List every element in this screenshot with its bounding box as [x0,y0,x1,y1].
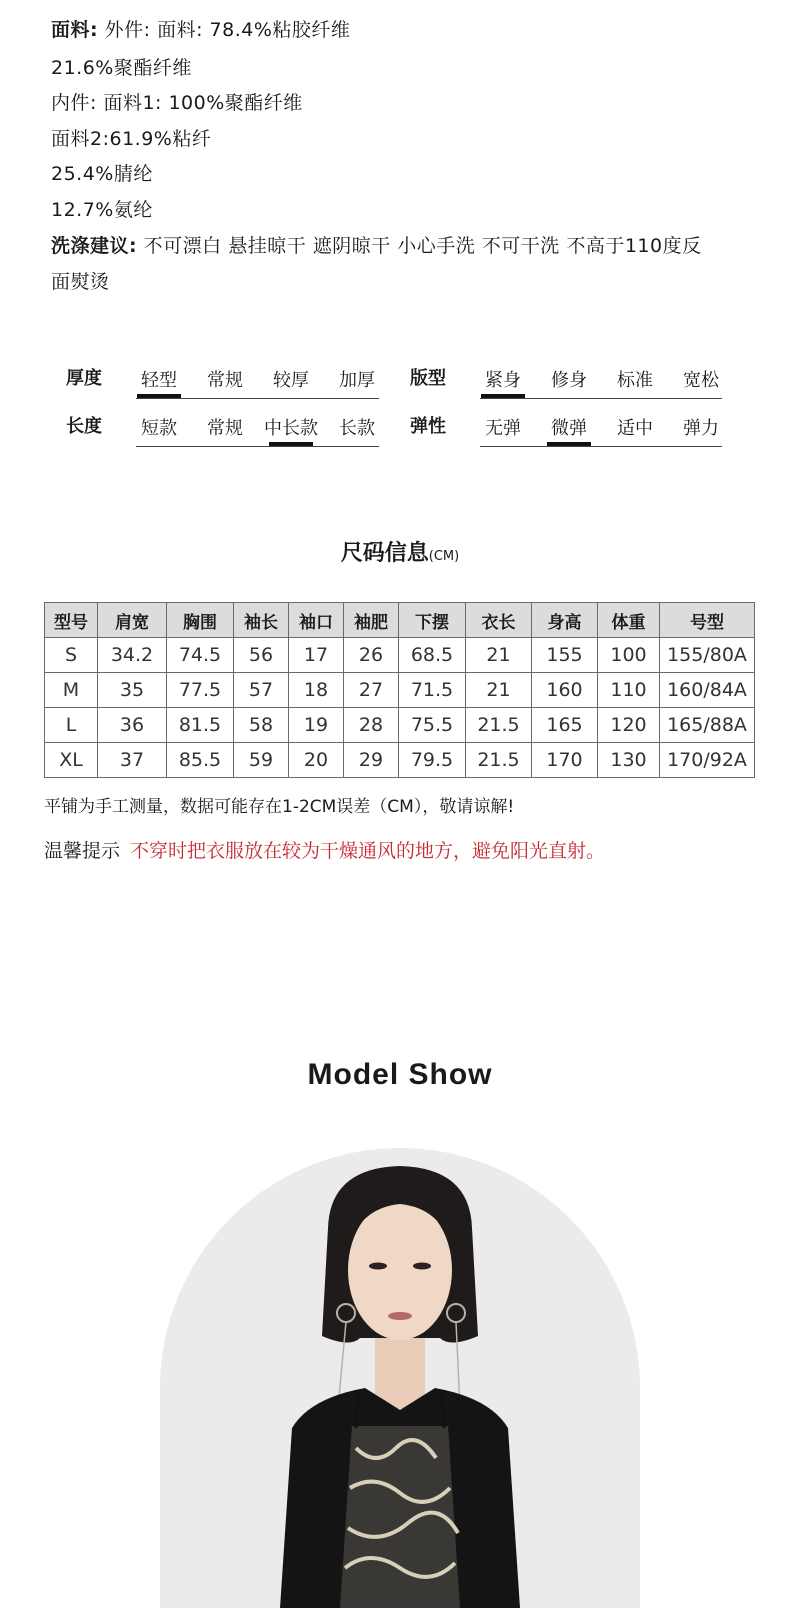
attr-option-elasticity-1: 微弹 [551,418,587,439]
attr-label-elasticity: 弹性 [410,416,446,437]
size-header-cell: 身高 [532,603,598,638]
size-cell: 17 [289,638,344,673]
attr-option-thickness-2: 较厚 [273,370,309,391]
size-info-unit: (CM) [428,549,460,564]
attr-option-elasticity-0: 无弹 [485,418,521,439]
attr-label-fit: 版型 [410,368,446,389]
size-cell: 56 [234,638,289,673]
table-row [45,743,755,778]
size-cell: 58 [234,708,289,743]
table-row [45,708,755,743]
size-cell: 19 [289,708,344,743]
table-row [45,673,755,708]
model-eye-left [369,1263,387,1270]
size-header-cell: 体重 [598,603,660,638]
size-cell: 81.5 [167,708,234,743]
attr-option-thickness-3: 加厚 [339,370,375,391]
care-tip-label: 温馨提示 [44,840,121,862]
size-cell: 155/80A [660,638,755,673]
attr-option-thickness-0: 轻型 [141,370,177,391]
size-cell: 36 [98,708,167,743]
size-table-header [45,603,755,638]
size-cell: 21 [466,673,532,708]
wash-advice [51,234,702,258]
size-cell: 77.5 [167,673,234,708]
attr-option-length-2: 中长款 [264,418,318,439]
attr-option-elasticity-2: 适中 [617,418,653,439]
model-photo [160,1148,640,1608]
attr-rule-elasticity [480,446,722,447]
material-outer [51,18,350,42]
size-cell: 26 [344,638,399,673]
material-inner-1: 内件: 面料1: 100%聚酯纤维 [51,92,303,114]
attr-label-thickness: 厚度 [66,368,102,389]
attr-option-fit-1: 修身 [551,370,587,391]
model-eye-right [413,1263,431,1270]
attr-option-fit-3: 宽松 [683,370,719,391]
attr-option-length-0: 短款 [141,418,177,439]
size-cell: 160/84A [660,673,755,708]
wash-advice-cont: 面熨烫 [51,271,110,293]
size-cell: 170 [532,743,598,778]
size-table-body [45,638,755,778]
size-cell: M [45,673,98,708]
size-cell: 57 [234,673,289,708]
care-tip-text: 不穿时把衣服放在较为干燥通风的地方，避免阳光直射。 [130,840,606,862]
size-cell: 71.5 [399,673,466,708]
size-cell: 27 [344,673,399,708]
size-cell: XL [45,743,98,778]
size-header-cell: 袖口 [289,603,344,638]
size-header-cell: 袖长 [234,603,289,638]
size-info-heading: 尺码信息 [340,541,429,566]
size-cell: 68.5 [399,638,466,673]
size-cell: 130 [598,743,660,778]
size-cell: 120 [598,708,660,743]
attr-label-length: 长度 [66,416,102,437]
size-header-cell: 型号 [45,603,98,638]
size-header-cell: 胸围 [167,603,234,638]
size-header-cell: 号型 [660,603,755,638]
material-outer-text: 外件: 面料: 78.4%粘胶纤维 [98,19,351,41]
size-cell: 110 [598,673,660,708]
material-inner-3: 25.4%腈纶 [51,163,153,185]
attr-option-fit-2: 标准 [617,370,653,391]
size-cell: 21.5 [466,743,532,778]
size-header-cell: 肩宽 [98,603,167,638]
size-cell: S [45,638,98,673]
size-cell: 21.5 [466,708,532,743]
size-cell: 28 [344,708,399,743]
size-header-cell: 袖肥 [344,603,399,638]
model-lips [388,1312,412,1320]
material-outer-2: 21.6%聚酯纤维 [51,57,192,79]
material-label: 面料: [51,19,99,41]
care-tip [44,840,605,862]
attr-rule-thickness [136,398,379,399]
size-info-title [0,540,800,571]
size-table [44,602,755,778]
size-cell: 79.5 [399,743,466,778]
model-illustration [160,1148,640,1608]
size-cell: 21 [466,638,532,673]
attr-option-thickness-1: 常规 [207,370,243,391]
size-header-cell: 下摆 [399,603,466,638]
size-cell: 100 [598,638,660,673]
attr-option-fit-0: 紧身 [485,370,521,391]
size-cell: 18 [289,673,344,708]
attr-option-elasticity-3: 弹力 [683,418,719,439]
wash-text: 不可漂白 悬挂晾干 遮阴晾干 小心手洗 不可干洗 不高于110度反 [137,235,702,257]
size-cell: 170/92A [660,743,755,778]
attr-option-length-3: 长款 [339,418,375,439]
material-inner-4: 12.7%氨纶 [51,199,153,221]
size-header-cell: 衣长 [466,603,532,638]
size-cell: 74.5 [167,638,234,673]
wash-label: 洗涤建议: [51,235,138,257]
size-cell: 29 [344,743,399,778]
measurement-note: 平铺为手工测量，数据可能存在1-2CM误差（CM），敬请谅解! [44,797,515,817]
size-cell: 165/88A [660,708,755,743]
attr-rule-fit [480,398,722,399]
size-cell: 85.5 [167,743,234,778]
size-cell: 155 [532,638,598,673]
size-cell: 35 [98,673,167,708]
size-cell: 20 [289,743,344,778]
model-show-title: Model Show [307,1058,493,1091]
size-cell: 165 [532,708,598,743]
table-row [45,638,755,673]
size-cell: 75.5 [399,708,466,743]
size-cell: 160 [532,673,598,708]
material-inner-2: 面料2:61.9%粘纤 [51,128,212,150]
size-cell: 59 [234,743,289,778]
attr-option-length-1: 常规 [207,418,243,439]
size-cell: 37 [98,743,167,778]
size-cell: 34.2 [98,638,167,673]
size-cell: L [45,708,98,743]
attr-rule-length [136,446,379,447]
